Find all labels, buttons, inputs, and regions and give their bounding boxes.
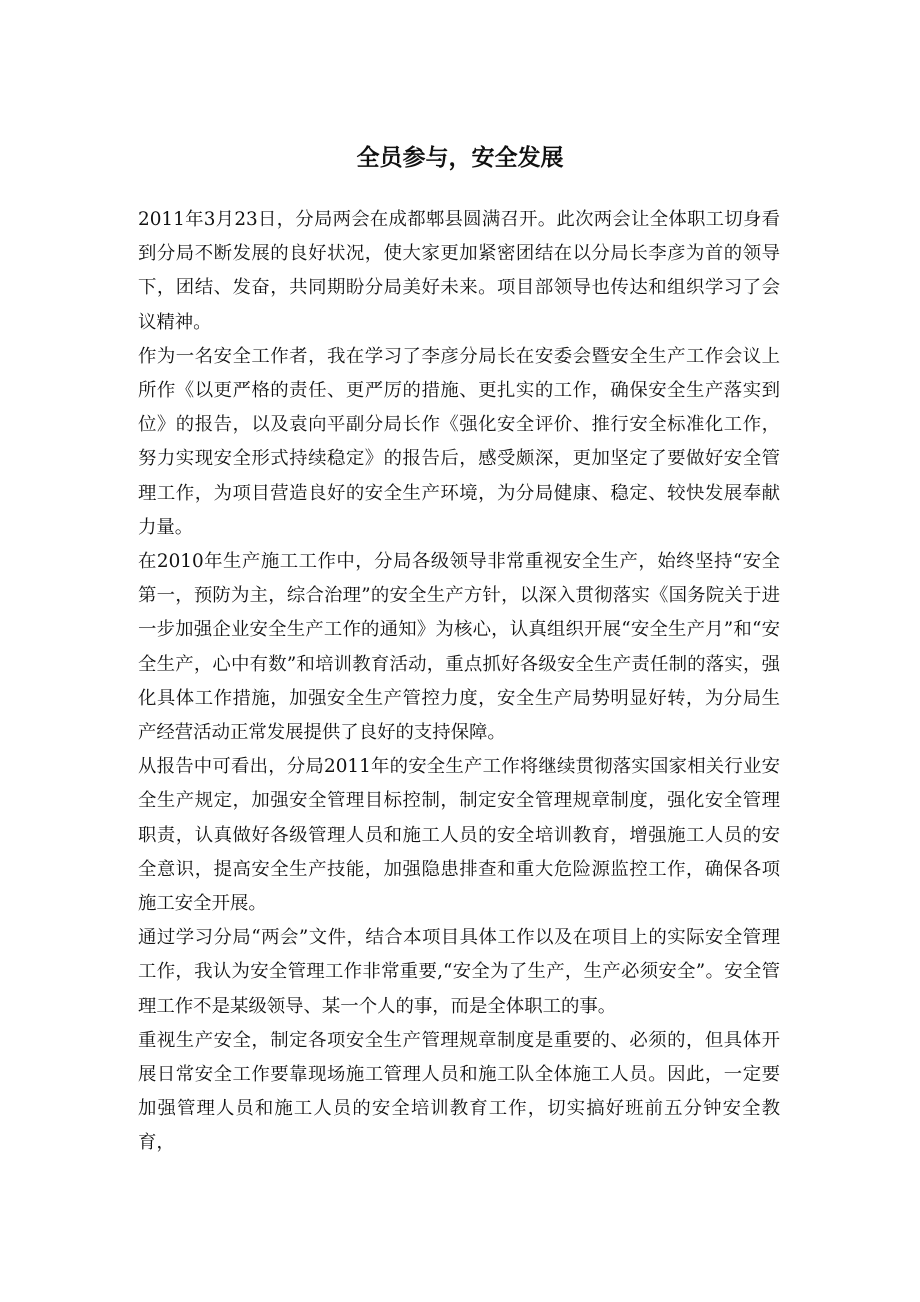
document-body [138, 203, 780, 1161]
paragraph: 通过学习分局“两会”文件，结合本项目具体工作以及在项目上的实际安全管理工作，我认为安全管理工作非常重要,“安全为了生产，生产必须安全”。安全管理工作不是某级领导、某一个人的事，而是全体职工的事。 [138, 927, 780, 1017]
paragraph: 重视生产安全，制定各项安全生产管理规章制度是重要的、必须的，但具体开展日常安全工作要靠现场施工管理人员和施工队全体施工人员。因此，一定要加强管理人员和施工人员的安全培训教育工作，切实搞好班前五分钟安全教育， [138, 1029, 780, 1154]
paragraph: 从报告中可看出，分局2011年的安全生产工作将继续贯彻落实国家相关行业安全生产规定，加强安全管理目标控制，制定安全管理规章制度，强化安全管理职责，认真做好各级管理人员和施工人员的安全培训教育，增强施工人员的安全意识，提高安全生产技能，加强隐患排查和重大危险源监控工作，确保各项施工安全开展。 [138, 756, 780, 915]
paragraph: 2011年3月23日，分局两会在成都郫县圆满召开。此次两会让全体职工切身看到分局不断发展的良好状况，使大家更加紧密团结在以分局长李彦为首的领导下，团结、发奋，共同期盼分局美好未来。项目部领导也传达和组织学习了会议精神。 [138, 209, 780, 333]
paragraph: 作为一名安全工作者，我在学习了李彦分局长在安委会暨安全生产工作会议上所作《以更严格的责任、更严厉的措施、更扎实的工作，确保安全生产落实到位》的报告，以及袁向平副分局长作《强化安全评价、推行安全标准化工作，努力实现安全形式持续稳定》的报告后，感受颇深，更加坚定了要做好安全管理工作，为项目营造良好的安全生产环境，为分局健康、稳定、较快发展奉献力量。 [138, 345, 780, 538]
paragraph: 在2010年生产施工工作中，分局各级领导非常重视安全生产，始终坚持“安全第一，预防为主，综合治理”的安全生产方针，以深入贯彻落实《国务院关于进一步加强企业安全生产工作的通知》为核心，认真组织开展“安全生产月”和“安全生产，心中有数”和培训教育活动，重点抓好各级安全生产责任制的落实，强化具体工作措施，加强安全生产管控力度，安全生产局势明显好转，为分局生产经营活动正常发展提供了良好的支持保障。 [138, 551, 780, 744]
document-title: 全员参与，安全发展 [356, 145, 564, 171]
